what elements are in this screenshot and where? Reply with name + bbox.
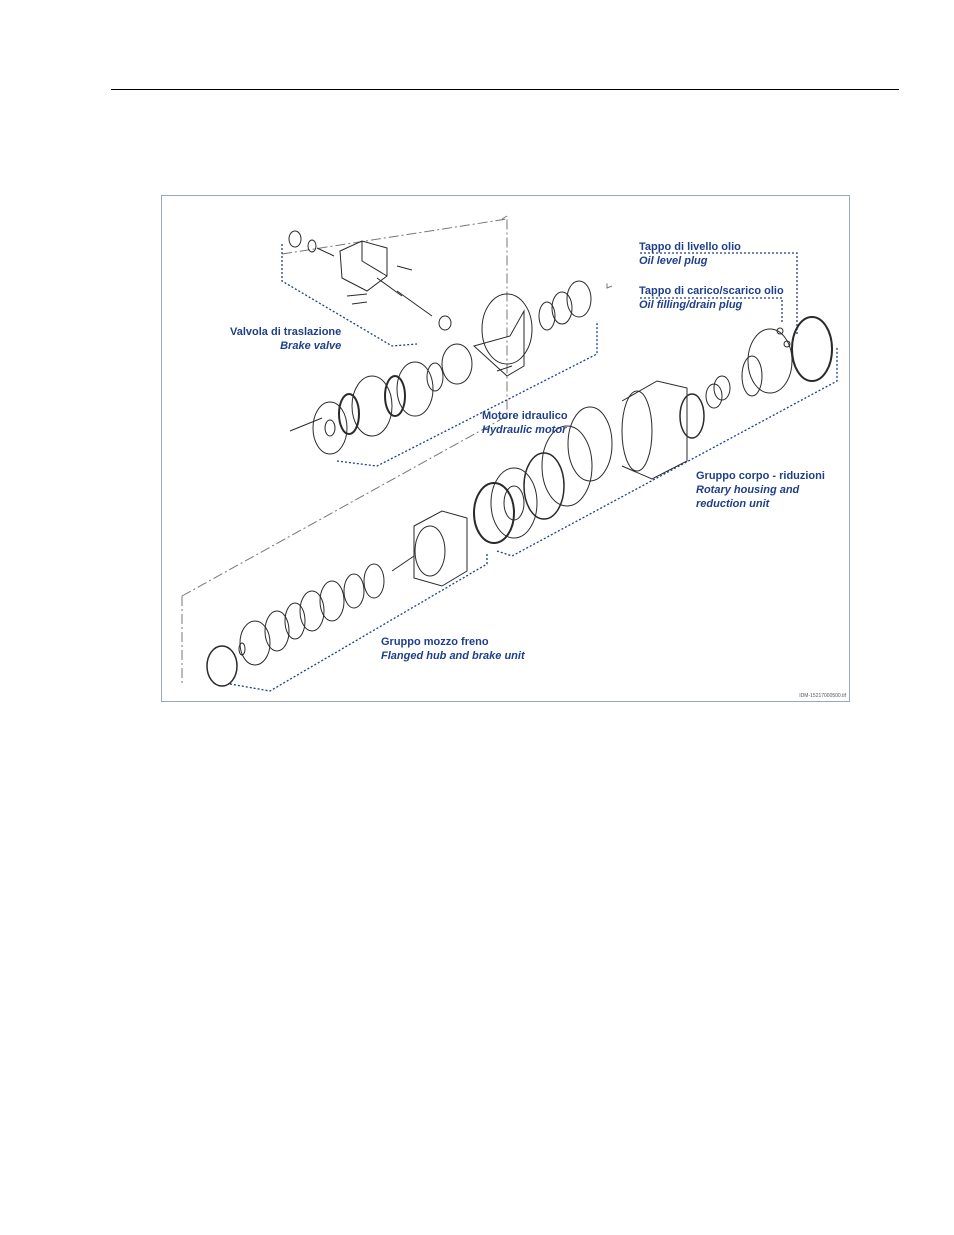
header-rule (111, 89, 899, 90)
leader-rotary-housing (497, 346, 837, 556)
leader-flanged-hub (230, 554, 487, 691)
label-flanged-hub-en: Flanged hub and brake unit (381, 650, 525, 662)
label-oil-filling-plug (639, 284, 784, 312)
label-oil-filling-plug-en: Oil filling/drain plug (639, 299, 743, 311)
label-flanged-hub (381, 635, 525, 663)
label-rotary-housing-en-1: Rotary housing and (696, 484, 800, 496)
label-oil-level-plug-en: Oil level plug (639, 255, 708, 267)
label-brake-valve-en: Brake valve (280, 340, 342, 352)
label-rotary-housing (696, 469, 825, 511)
brake-valve-group (289, 231, 451, 330)
label-brake-valve (230, 325, 341, 353)
label-flanged-hub-it: Gruppo mozzo freno (381, 636, 489, 648)
exploded-view-figure (161, 195, 850, 702)
leader-hydraulic-motor (337, 321, 597, 466)
label-oil-level-plug-it: Tappo di livello olio (639, 241, 741, 253)
label-brake-valve-it: Valvola di traslazione (230, 326, 342, 338)
label-hydraulic-motor-en: Hydraulic motor (482, 424, 567, 436)
label-rotary-housing-en-2: reduction unit (696, 498, 770, 510)
exploded-drawing (162, 196, 849, 701)
assembly-axis-line (182, 216, 612, 686)
figure-code: IDM-15217000500.tif (799, 693, 846, 699)
label-oil-level-plug (639, 240, 741, 268)
label-rotary-housing-it: Gruppo corpo - riduzioni (696, 470, 825, 482)
label-hydraulic-motor (482, 409, 568, 437)
label-hydraulic-motor-it: Motore idraulico (482, 410, 568, 422)
label-oil-filling-plug-it: Tappo di carico/scarico olio (639, 285, 784, 297)
